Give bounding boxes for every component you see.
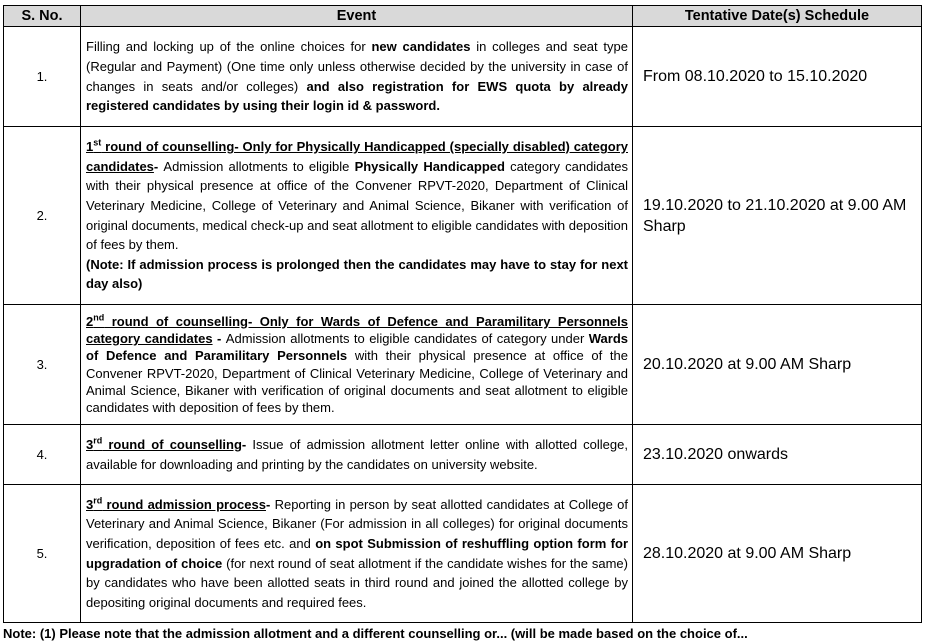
row-event <box>81 425 633 485</box>
row-sno: 4. <box>4 425 81 485</box>
row-date: 23.10.2020 onwards <box>633 425 922 485</box>
round-heading: 3rd round admission process <box>86 495 266 512</box>
table-row <box>4 27 922 127</box>
row-date: From 08.10.2020 to 15.10.2020 <box>633 27 922 127</box>
event-text: Admission allotments to eligible candidates of category under <box>225 330 589 346</box>
round-heading: 1st round of counselling- Only for Physically Handicapped (specially disabled) category candidates <box>86 137 628 174</box>
header-event: Event <box>81 6 633 27</box>
footer-note: Note: (1) Please note that the admission allotment and a different counselling or... (will be made based on the choice of... <box>3 626 748 641</box>
header-sno: S. No. <box>4 6 81 27</box>
row-date: 20.10.2020 at 9.00 AM Sharp <box>633 305 922 425</box>
event-note: (Note: If admission process is prolonged then the candidates may have to stay for next day also) <box>86 256 628 292</box>
round-heading: 3rd round of counselling <box>86 435 242 452</box>
row-event <box>81 305 633 425</box>
event-bold-text: - <box>241 436 253 452</box>
event-bold-text: on spot Submission of reshuffling option form for upgradation of choice <box>86 535 629 571</box>
event-text: in colleges and seat type (Regular and Payment) (One time only unless otherwise decided by the university in case of changes in seats and/or colleges) <box>86 39 629 94</box>
header-row <box>4 6 922 27</box>
event-text: Reporting in person by seat allotted candidates at College of Veterinary and Animal Science, Bikaner (For admission in all colleges) for original documents verification, deposition of fees etc. and <box>86 496 628 551</box>
event-text: Issue of admission allotment letter online with allotted college, available for downloading and printing by the candidates on university website. <box>86 436 628 472</box>
header-date: Tentative Date(s) Schedule <box>633 6 922 27</box>
event-bold-text: Wards of Defence and Paramilitary Personnels <box>86 330 628 364</box>
round-heading: 2nd round of counselling- Only for Wards of Defence and Paramilitary Personnels category candidates <box>86 312 628 346</box>
row-date: 28.10.2020 at 9.00 AM Sharp <box>633 485 922 623</box>
table-row <box>4 127 922 305</box>
table-row <box>4 485 922 623</box>
table-row <box>4 305 922 425</box>
event-text: category candidates with their physical presence at office of the Convener RPVT-2020, Department of Clinical Veterinary Medicine, College of Veterinary and Animal Science, Bikaner with verification of original documents, medical check-up and seat allotment to eligible candidates with deposition of fees by them. <box>86 158 628 253</box>
table-row <box>4 425 922 485</box>
row-event <box>81 485 633 623</box>
event-bold-text: - <box>153 158 164 174</box>
row-date: 19.10.2020 to 21.10.2020 at 9.00 AM Sharp <box>633 127 922 305</box>
row-sno: 1. <box>4 27 81 127</box>
row-sno: 2. <box>4 127 81 305</box>
row-sno: 3. <box>4 305 81 425</box>
row-sno: 5. <box>4 485 81 623</box>
event-bold-text: new candidates <box>371 39 471 55</box>
event-bold-text: - <box>212 330 226 346</box>
row-event <box>81 27 633 127</box>
event-text: Filling and locking up of the online choices for <box>86 39 372 55</box>
event-bold-text: Physically Handicapped <box>354 158 505 174</box>
event-text: (for next round of seat allotment if the candidate wishes for the same) by candidates who have been allotted seats in third round and joined the allotted college by depositing original documents and required fees. <box>86 555 628 610</box>
row-event <box>81 127 633 305</box>
event-bold-text: - <box>265 496 275 512</box>
event-bold-text: and also registration for EWS quota by already registered candidates by using their login id & password. <box>86 78 628 114</box>
schedule-table <box>3 5 922 623</box>
event-text: Admission allotments to eligible <box>163 158 355 174</box>
event-text: with their physical presence at office of the Convener RPVT-2020, Department of Clinical Veterinary Medicine, College of Veterinary and Animal Science, Bikaner with verification of original documents and seat allotment to eligible candidates with deposition of fees by them. <box>86 348 628 416</box>
